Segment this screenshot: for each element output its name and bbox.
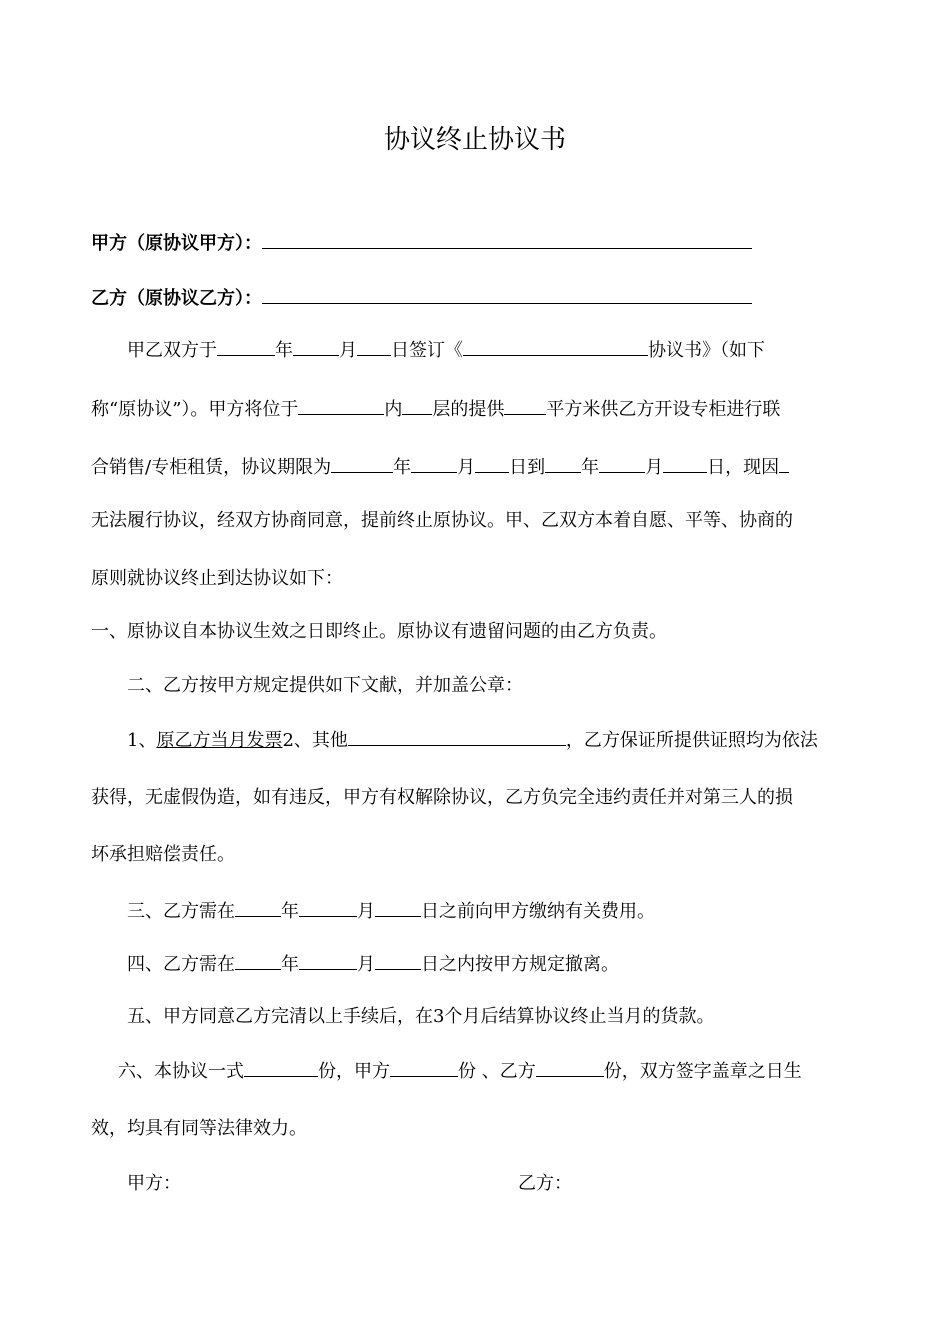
- text-segment: 日到: [509, 457, 546, 478]
- payment-day-blank[interactable]: [375, 899, 421, 917]
- text-segment: 月: [339, 340, 357, 361]
- other-documents-blank[interactable]: [348, 728, 566, 746]
- text-segment: 甲乙双方于: [127, 340, 217, 361]
- floor-blank[interactable]: [402, 397, 432, 415]
- text-segment: 日之前向甲方缴纳有关费用。: [421, 901, 655, 922]
- text-segment: 六、本协议一式: [118, 1061, 244, 1082]
- copies-party-a-blank[interactable]: [390, 1059, 458, 1077]
- end-month-blank[interactable]: [599, 455, 645, 473]
- clause-1: 一、原协议自本协议生效之日即终止。原协议有遗留问题的由乙方负责。: [91, 621, 667, 642]
- text-segment: 月: [457, 457, 476, 478]
- clause-2: 二、乙方按甲方规定提供如下文献，并加盖公章：: [127, 675, 523, 696]
- text-segment: 称“原协议”）。甲方将位于: [91, 399, 299, 420]
- text-segment: 年: [393, 457, 412, 478]
- clause-5: 五、甲方同意乙方完清以上手续后，在3个月后结算协议终止当月的货款。: [127, 1006, 715, 1027]
- text-segment: 层的提供: [432, 399, 505, 420]
- paragraph-line-3: [91, 455, 789, 480]
- reason-blank[interactable]: [779, 455, 789, 473]
- text-segment: 四、乙方需在: [127, 954, 235, 975]
- invoice-item: 原乙方当月发票: [156, 730, 283, 751]
- end-day-blank[interactable]: [663, 455, 707, 473]
- text-segment: ，乙方保证所提供证照均为依法: [565, 730, 818, 751]
- text-segment: 三、乙方需在: [127, 901, 235, 922]
- end-year-blank[interactable]: [545, 455, 581, 473]
- text-segment: 日签订《: [391, 340, 463, 361]
- text-segment: 平方米供乙方开设专柜进行联: [546, 399, 781, 420]
- party-b-blank[interactable]: [262, 286, 752, 304]
- area-blank[interactable]: [504, 397, 546, 415]
- text-segment: 份，甲方: [318, 1061, 390, 1082]
- text-segment: 月: [357, 901, 375, 922]
- agreement-name-blank[interactable]: [463, 338, 648, 356]
- text-segment: 年: [281, 901, 299, 922]
- paragraph-line-1: [127, 338, 765, 363]
- text-segment: 协议书》（如下: [648, 340, 765, 361]
- text-segment: 年: [275, 340, 293, 361]
- sign-year-blank[interactable]: [217, 338, 275, 356]
- text-segment: 份 、乙方: [458, 1061, 536, 1082]
- signature-party-a: 甲方：: [127, 1173, 181, 1194]
- signature-party-b: 乙方：: [518, 1173, 572, 1194]
- text-segment: 2、其他: [282, 730, 348, 751]
- clause-2-line-2: 获得，无虚假伪造，如有违反，甲方有权解除协议，乙方负完全违约责任并对第三人的损: [91, 787, 793, 808]
- start-year-blank[interactable]: [331, 455, 393, 473]
- party-a-blank[interactable]: [262, 231, 752, 249]
- document-title: 协议终止协议书: [383, 125, 566, 155]
- text-segment: 份，双方签字盖章之日生: [603, 1061, 802, 1082]
- text-segment: 合销售/专柜租赁，协议期限为: [91, 457, 332, 478]
- leave-year-blank[interactable]: [235, 952, 281, 970]
- start-day-blank[interactable]: [475, 455, 509, 473]
- text-segment: 日之内按甲方规定撤离。: [421, 954, 619, 975]
- leave-month-blank[interactable]: [299, 952, 357, 970]
- clause-2-items: [127, 728, 818, 753]
- payment-month-blank[interactable]: [299, 899, 357, 917]
- location-blank[interactable]: [298, 397, 384, 415]
- paragraph-line-5: 原则就协议终止到达协议如下：: [91, 568, 343, 589]
- text-segment: 内: [384, 399, 403, 420]
- text-segment: 日，现因: [707, 457, 780, 478]
- party-b-line: [91, 286, 752, 311]
- text-segment: 年: [581, 457, 600, 478]
- party-a-label: 甲方（原协议甲方）：: [91, 233, 262, 254]
- leave-day-blank[interactable]: [375, 952, 421, 970]
- paragraph-line-2: [91, 397, 780, 422]
- sign-month-blank[interactable]: [293, 338, 339, 356]
- copies-party-b-blank[interactable]: [536, 1059, 604, 1077]
- clause-6: [118, 1059, 802, 1084]
- sign-day-blank[interactable]: [357, 338, 391, 356]
- clause-4: [127, 952, 619, 977]
- text-segment: 月: [645, 457, 664, 478]
- clause-3: [127, 899, 655, 924]
- clause-6-line-2: 效，均具有同等法律效力。: [91, 1118, 307, 1139]
- party-b-label: 乙方（原协议乙方）：: [91, 288, 262, 309]
- start-month-blank[interactable]: [411, 455, 457, 473]
- payment-year-blank[interactable]: [235, 899, 281, 917]
- copies-total-blank[interactable]: [244, 1059, 318, 1077]
- paragraph-line-4: 无法履行协议，经双方协商同意，提前终止原协议。甲、乙双方本着自愿、平等、协商的: [91, 510, 793, 531]
- text-segment: 年: [281, 954, 299, 975]
- clause-2-line-3: 坏承担赔偿责任。: [91, 844, 235, 865]
- text-segment: 月: [357, 954, 375, 975]
- text-segment: 1、: [127, 730, 157, 751]
- party-a-line: [91, 231, 752, 256]
